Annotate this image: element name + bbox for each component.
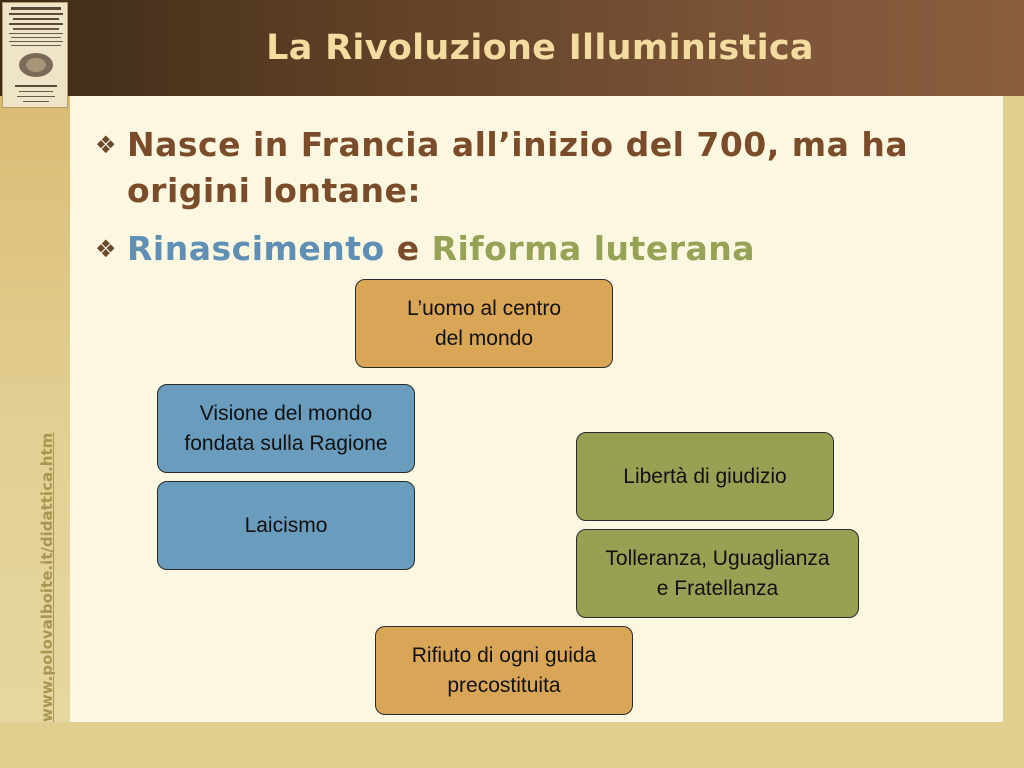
diamond-bullet-icon: ❖	[95, 131, 118, 159]
box-rifiuto-guida	[375, 626, 633, 715]
box-laicismo-label: Laicismo	[244, 513, 328, 537]
connector-e-text: e	[384, 229, 432, 268]
title-bar	[0, 0, 1024, 96]
rinascimento-text: Rinascimento	[127, 229, 385, 268]
box-visione-ragione	[157, 384, 415, 473]
riforma-text: Riforma luterana	[431, 229, 756, 268]
slide-title: La Rivoluzione Illuministica	[266, 28, 814, 68]
box-tolleranza-label: Tolleranza, Uguaglianza e Fratellanza	[605, 546, 830, 600]
box-rifiuto-guida-label: Rifiuto di ogni guida precostituita	[411, 643, 597, 697]
box-uomo-centro	[355, 279, 613, 368]
box-liberta-giudizio	[576, 432, 834, 521]
left-decorative-strip	[0, 0, 70, 768]
bottom-decorative-strip	[0, 722, 1024, 768]
website-link[interactable]: www.polovalboite.it/didattica.htm	[38, 432, 56, 722]
bullet-origins	[95, 226, 756, 272]
bullet-nasce	[95, 122, 997, 214]
encyclopedie-cover-image	[3, 3, 68, 108]
box-liberta-giudizio-label: Libertà di giudizio	[623, 464, 787, 488]
box-tolleranza	[576, 529, 859, 618]
box-visione-ragione-label: Visione del mondo fondata sulla Ragione	[184, 401, 388, 455]
bullet-nasce-text: Nasce in Francia all’inizio del 700, ma ha origini lontane:	[127, 125, 909, 210]
encyclopedie-thumbnail	[2, 2, 68, 108]
box-uomo-centro-label: L’uomo al centro del mondo	[406, 296, 562, 350]
diamond-bullet-icon: ❖	[95, 235, 118, 263]
box-laicismo	[157, 481, 415, 570]
